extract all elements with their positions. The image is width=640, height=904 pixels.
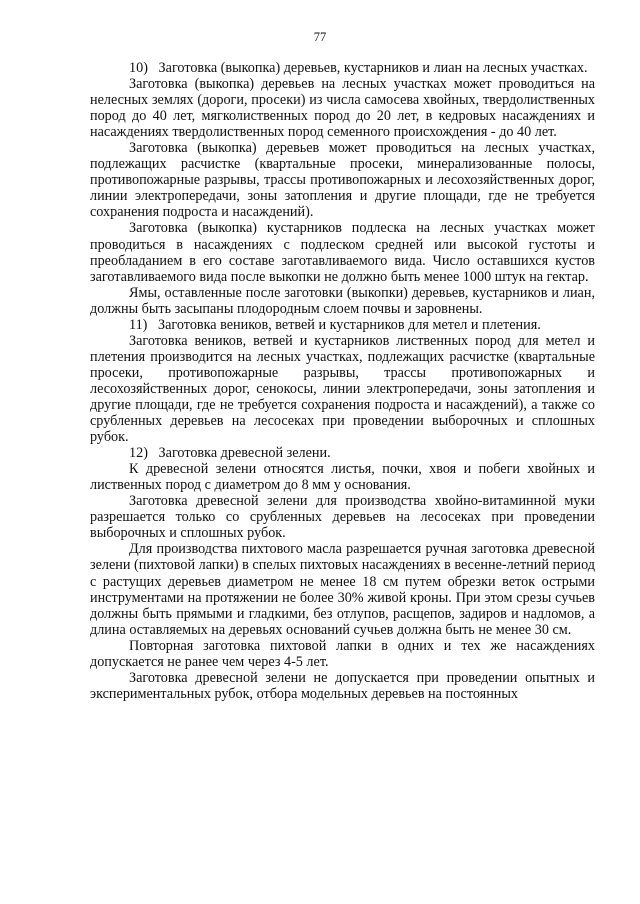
paragraph: Заготовка древесной зелени не допускается при проведении опытных и экспериментальных рубок, отбора модельных деревьев на постоянных xyxy=(90,669,595,702)
section-heading-12: 12) Заготовка древесной зелени. xyxy=(129,445,331,462)
paragraph: Заготовка древесной зелени для производства хвойно-витаминной муки разрешается только со срубленных деревьев на лесосеках при проведении выборочных и сплошных рубок. xyxy=(90,493,595,542)
section-heading-10: 10) Заготовка (выкопка) деревьев, кустарников и лиан на лесных участках. xyxy=(129,60,588,76)
paragraph: Заготовка веников, ветвей и кустарников лиственных пород для метел и плетения производится на лесных участках, подлежащих расчистке (квартальные просеки, противопожарные разрывы, трассы противопожарных и лесохозяйственных дорог, сенокосы, линии электропередачи, зоны затопления и другие площади, где не требуется сохранения подроста и насаждений), а также со срубленных деревьев на лесосеках при проведении выборочных и сплошных рубок. xyxy=(90,332,595,446)
paragraph: Заготовка (выкопка) деревьев на лесных участках может проводиться на нелесных землях (дороги, просеки) из числа самосева хвойных, твердолиственных пород до 40 лет, мягколиственных пород до 20 лет, в кедровых насаждениях и насаждениях твердолиственных пород семенного происхождения - до 40 лет. xyxy=(90,76,595,141)
section-heading-11: 11) Заготовка веников, ветвей и кустарников для метел и плетения. xyxy=(129,316,541,333)
paragraph: Повторная заготовка пихтовой лапки в одних и тех же насаждениях допускается не ранее чем через 4-5 лет. xyxy=(90,637,595,670)
paragraph: Заготовка (выкопка) кустарников подлеска на лесных участках может проводиться в насаждениях с подлеском средней или высокой густоты и преобладанием в его составе заготавливаемого вида. Число оставшихся кустов заготавливаемого вида после выкопки не должно быть менее 1000 штук на гектар. xyxy=(90,220,595,285)
paragraph: Заготовка (выкопка) деревьев может проводиться на лесных участках, подлежащих расчистке (квартальные просеки, минерализованные полосы, противопожарные разрывы, трассы противопожарных и лесохозяйственных дорог, линии электропередачи, зоны затопления и другие площади, где не требуется сохранения подроста и насаждений). xyxy=(90,140,595,221)
page-number: 77 xyxy=(313,30,327,44)
paragraph: К древесной зелени относятся листья, почки, хвоя и побеги хвойных и лиственных пород с диаметром до 8 мм у основания. xyxy=(90,461,595,494)
document-body xyxy=(90,60,595,702)
paragraph: Для производства пихтового масла разрешается ручная заготовка древесной зелени (пихтовой лапки) в спелых пихтовых насаждениях в весенне-летний период с растущих деревьев диаметром не менее 18 см путем обрезки веток острыми инструментами на протяжении не более 30% живой кроны. При этом срезы сучьев должны быть прямыми и гладкими, без отлупов, расщепов, задиров и надломов, а длина оставляемых на деревьях оснований сучьев должна быть не менее 30 см. xyxy=(90,541,595,638)
paragraph: Ямы, оставленные после заготовки (выкопки) деревьев, кустарников и лиан, должны быть засыпаны плодородным слоем почвы и заровнены. xyxy=(90,284,595,317)
